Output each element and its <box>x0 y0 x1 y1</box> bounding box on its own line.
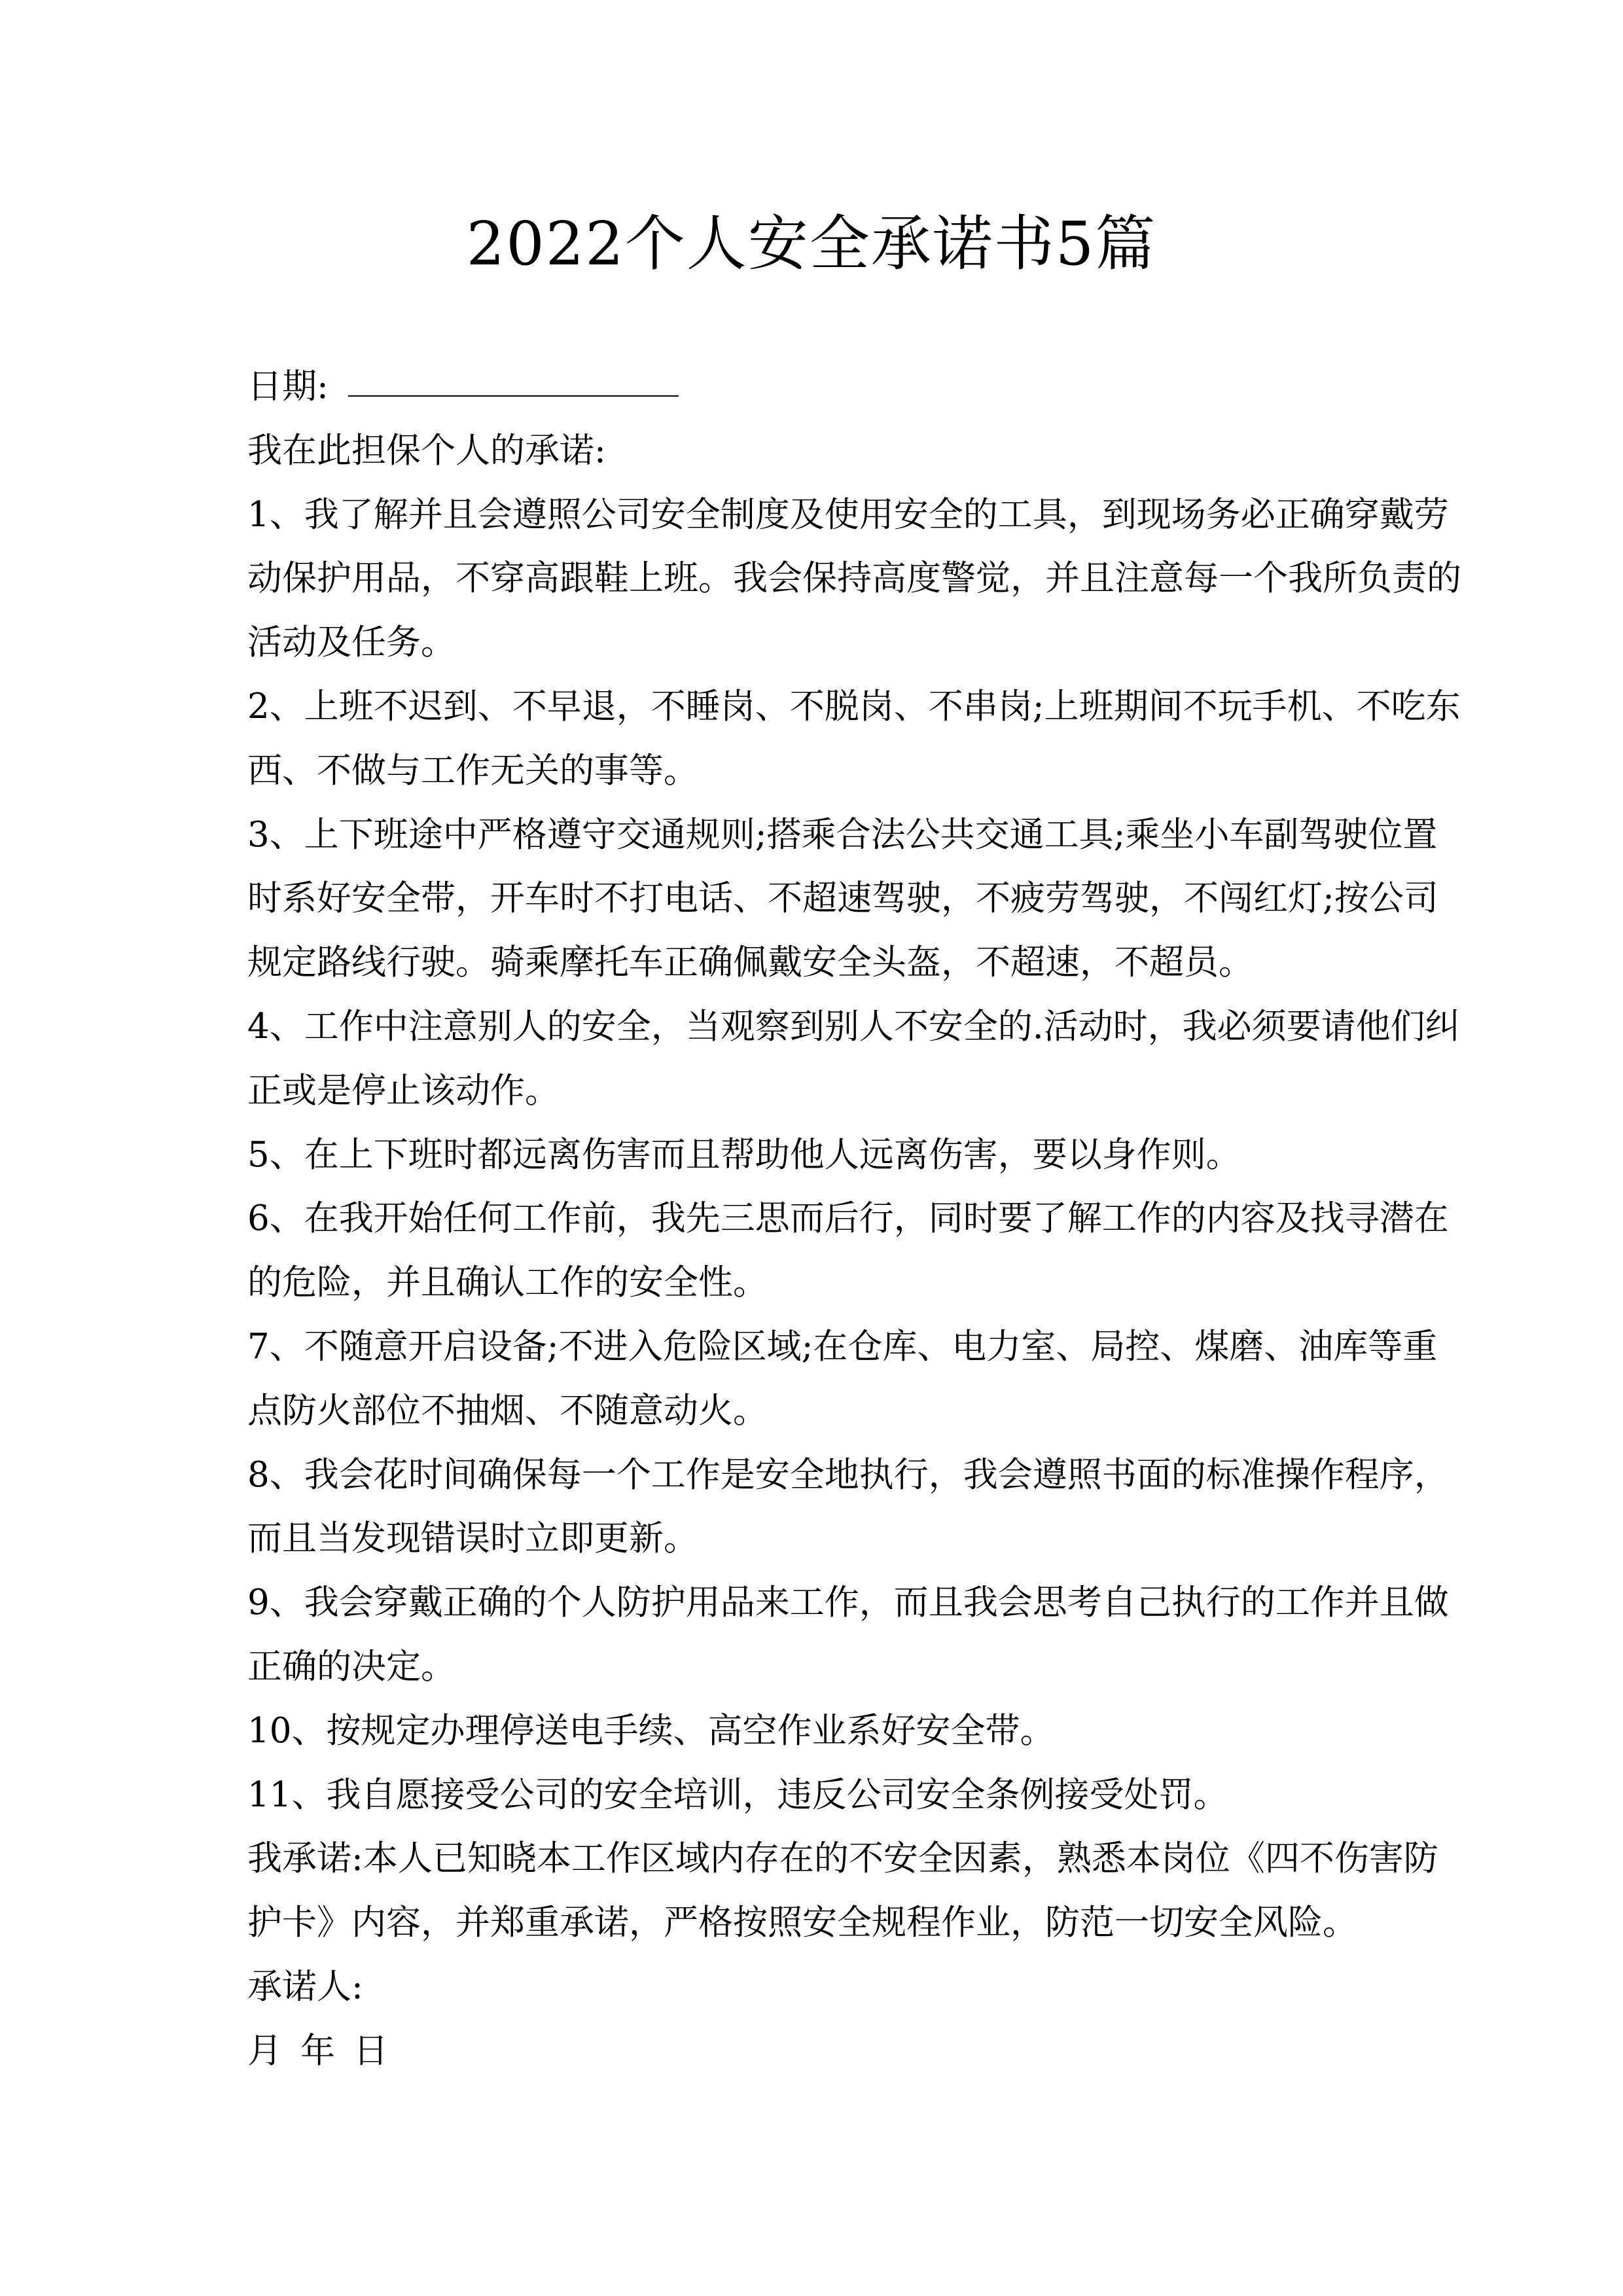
item-line: 3、上下班途中严格遵守交通规则;搭乘合法公共交通工具;乘坐小车副驾驶位置 <box>247 814 1438 855</box>
intro-text: 我在此担保个人的承诺: <box>247 430 606 471</box>
item-line: 8、我会花时间确保每一个工作是安全地执行，我会遵照书面的标准操作程序， <box>247 1454 1449 1495</box>
signer-label: 承诺人: <box>247 1966 363 2007</box>
item-3 <box>247 814 1438 1007</box>
item-line: 6、在我开始任何工作前，我先三思而后行，同时要了解工作的内容及找寻潜在 <box>247 1198 1449 1239</box>
item-8 <box>247 1454 1449 1583</box>
item-line: 动保护用品，不穿高跟鞋上班。我会保持高度警觉，并且注意每一个我所负责的 <box>247 558 1461 599</box>
document-title: 2022个人安全承诺书5篇 <box>466 209 1157 279</box>
item-1 <box>247 494 1461 687</box>
document-body <box>247 367 1461 2095</box>
item-4 <box>247 1006 1460 1135</box>
item-line: 正确的决定。 <box>247 1646 455 1687</box>
item-line: 11、我自愿接受公司的安全培训，违反公司安全条例接受处罚。 <box>247 1774 1228 1815</box>
date-row <box>247 367 1389 431</box>
item-line: 5、在上下班时都远离伤害而且帮助他人远离伤害，要以身作则。 <box>247 1134 1241 1175</box>
pledge-statement <box>247 1839 1438 1967</box>
item-line: 而且当发现错误时立即更新。 <box>247 1518 698 1559</box>
pledge-line: 护卡》内容，并郑重承诺，严格按照安全规程作业，防范一切安全风险。 <box>247 1903 1357 1943</box>
item-line: 4、工作中注意别人的安全，当观察到别人不安全的.活动时，我必须要请他们纠 <box>247 1006 1460 1047</box>
item-9 <box>247 1583 1449 1711</box>
item-7 <box>247 1326 1438 1455</box>
item-2 <box>247 686 1461 815</box>
day-label: 日 <box>353 2030 388 2071</box>
item-10 <box>247 1711 1389 1775</box>
item-6 <box>247 1198 1449 1327</box>
item-5 <box>247 1135 1389 1199</box>
item-line: 西、不做与工作无关的事等。 <box>247 750 698 791</box>
item-line: 活动及任务。 <box>247 622 455 663</box>
signature-date <box>247 2031 1389 2095</box>
item-line: 10、按规定办理停送电手续、高空作业系好安全带。 <box>247 1710 1055 1751</box>
item-line: 1、我了解并且会遵照公司安全制度及使用安全的工具，到现场务必正确穿戴劳 <box>247 494 1449 535</box>
item-line: 时系好安全带，开车时不打电话、不超速驾驶，不疲劳驾驶，不闯红灯;按公司 <box>247 878 1438 919</box>
pledge-line: 我承诺:本人已知晓本工作区域内存在的不安全因素，熟悉本岗位《四不伤害防 <box>247 1839 1438 1879</box>
date-label: 日期: <box>247 367 329 406</box>
item-11 <box>247 1775 1389 1839</box>
date-field[interactable] <box>348 367 679 397</box>
item-line: 正或是停止该动作。 <box>247 1070 560 1111</box>
item-line: 规定路线行驶。骑乘摩托车正确佩戴安全头盔，不超速，不超员。 <box>247 942 1253 983</box>
item-line: 9、我会穿戴正确的个人防护用品来工作，而且我会思考自己执行的工作并且做 <box>247 1583 1449 1623</box>
item-line: 的危险，并且确认工作的安全性。 <box>247 1263 768 1303</box>
month-label: 月 <box>247 2030 282 2071</box>
item-line: 7、不随意开启设备;不进入危险区域;在仓库、电力室、局控、煤磨、油库等重 <box>247 1326 1438 1367</box>
item-line: 点防火部位不抽烟、不随意动火。 <box>247 1390 768 1431</box>
year-label: 年 <box>300 2030 335 2071</box>
item-line: 2、上班不迟到、不早退，不睡岗、不脱岗、不串岗;上班期间不玩手机、不吃东 <box>247 686 1461 726</box>
